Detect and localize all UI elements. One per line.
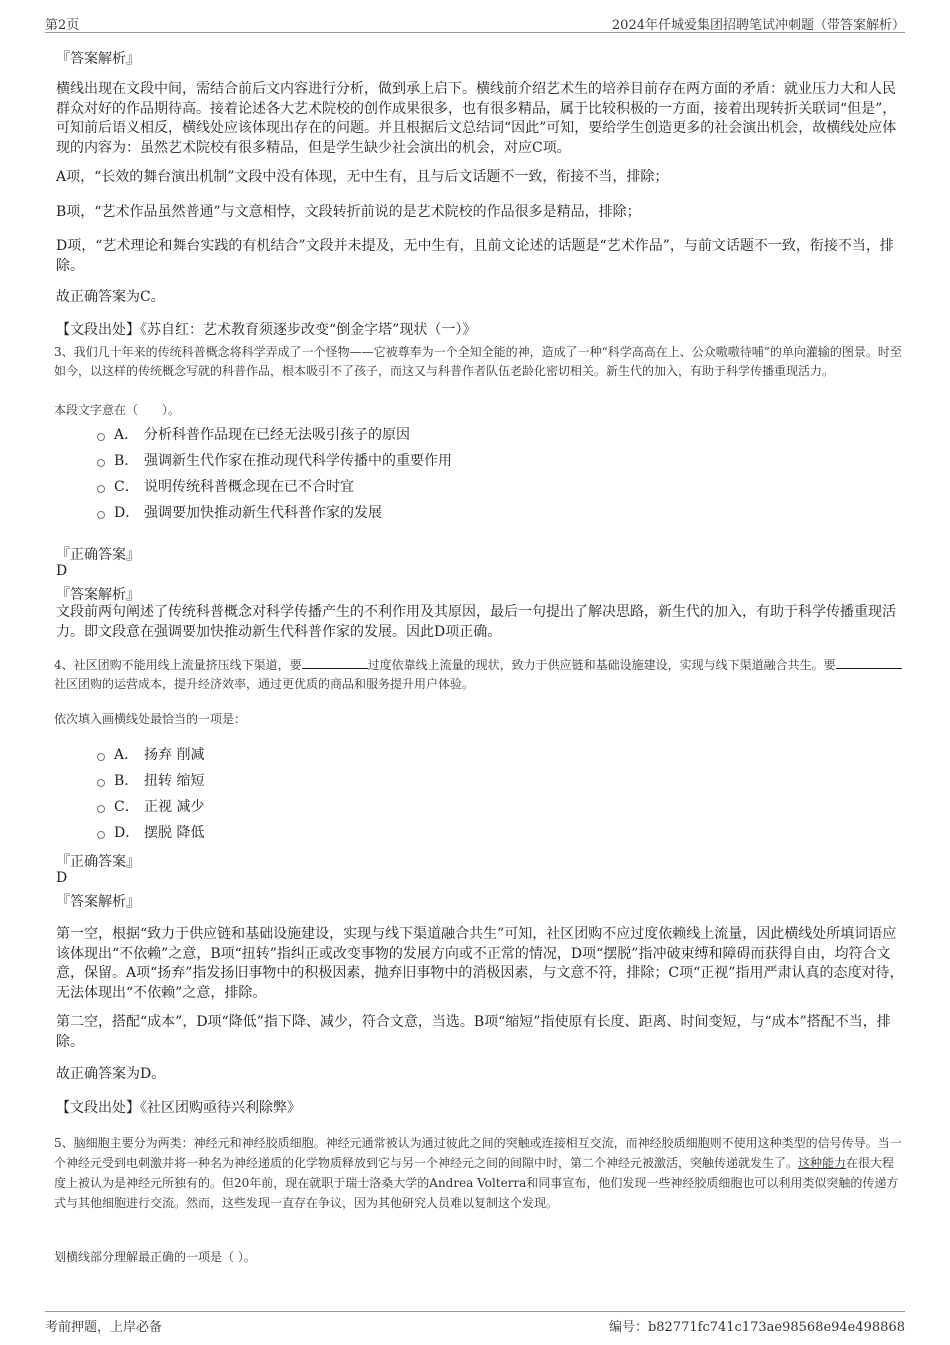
q4-option-d[interactable]: D． 摆脱 降低: [97, 823, 204, 843]
q4-source: 【文段出处】《社区团购亟待兴利除弊》: [56, 1100, 301, 1116]
q2-analysis-option-a: A项，“长效的舞台演出机制”文段中没有体现，无中生有，且与后文话题不一致，衔接不当，排除；: [56, 169, 669, 185]
q4-conclusion: 故正确答案为D。: [56, 1066, 166, 1082]
q4-stem: 4、社区团购不能用线上流量挤压线下渠道，要 过度依靠线上流量的现状，致力于供应链和基础设施建设，实现与线下渠道融合共生。要社区团购的运营成本，提升经济效率，通过更优质的商品和服务提升用户体验。: [54, 656, 906, 694]
q5-stem: 5、脑细胞主要分为两类：神经元和神经胶质细胞。神经元通常被认为通过彼此之间的突触或连接相互交流，而神经胶质细胞则不使用这种类型的信号传导。当一个神经元受到电刺激并将一种名为神经递质的化学物质释放到它与另一个神经元之间的间隙中时，第二个神经元被激活，突触传递就发生了。这种能力在很大程度上被认为是神经元所独有的。但20年前，现在就职于瑞士洛桑大学的Andrea Volterra和同事宣布，他们发现一些神经胶质细胞也可以利用类似突触的传递方式与其他细胞进行交流。然而，这些发现一直存在争议，因为其他研究人员难以复制这个发现。: [54, 1136, 902, 1210]
radio-icon[interactable]: [97, 805, 105, 813]
option-text: 正视 减少: [144, 799, 205, 815]
q4-analysis-paragraph-1: 第一空，根据“致力于供应链和基础设施建设，实现与线下渠道融合共生”可知，社区团购不应过度依赖线上流量，因此横线处所填词语应该体现出“不依赖”之意，B项“扭转”指纠正或改变事物的发展方向或不正常的情况，D项“摆脱”指冲破束缚和障碍而获得自由，均符合文意，保留。A项“扬弃”指发扬旧事物中的积极因素，抛弃旧事物中的消极因素，与文意不符，排除；C项“正视”指用严肃认真的态度对待，无法体现出“不依赖”之意，排除。: [56, 926, 904, 1001]
blank-1: [302, 656, 368, 669]
option-text: 摆脱 降低: [144, 825, 205, 841]
radio-icon[interactable]: [97, 779, 105, 787]
page-header: [45, 12, 905, 33]
page-footer: [45, 1311, 905, 1334]
radio-icon[interactable]: [97, 753, 105, 761]
page-number: 第2页: [45, 18, 80, 33]
radio-icon[interactable]: [97, 433, 105, 441]
q4-answer: D: [56, 870, 68, 886]
footer-slogan: 考前押题，上岸必备: [45, 1320, 163, 1335]
option-text: 说明传统科普概念现在已不合时宜: [144, 479, 354, 495]
q5-underlined-phrase: 这种能力: [798, 1156, 847, 1170]
q3-stem: 3、我们几十年来的传统科普概念将科学弄成了一个怪物——它被尊奉为一个全知全能的神，造成了一种“科学高高在上、公众嗷嗷待哺”的单向灌输的图景。时至如今，以这样的传统概念写就的科普作品，根本吸引不了孩子，而这又与科普作者队伍老龄化密切相关。新生代的加入，有助于科学传播重现活力。: [54, 345, 902, 378]
q3-answer-heading: 『正确答案』: [56, 547, 140, 563]
q3-option-a[interactable]: A． 分析科普作品现在已经无法吸引孩子的原因: [97, 425, 410, 445]
q4-prompt: 依次填入画横线处最恰当的一项是：: [54, 712, 247, 726]
option-text: 强调新生代作家在推动现代科学传播中的重要作用: [144, 453, 452, 469]
q4-analysis-paragraph-2: 第二空，搭配“成本”，D项“降低”指下降、减少，符合文意，当选。B项“缩短”指使原有长度、距离、时间变短，与“成本”搭配不当，排除。: [56, 1014, 891, 1050]
option-text: 强调要加快推动新生代科普作家的发展: [144, 505, 382, 521]
q2-conclusion: 故正确答案为C。: [56, 289, 165, 305]
q4-answer-heading: 『正确答案』: [56, 854, 140, 870]
q3-option-d[interactable]: D． 强调要加快推动新生代科普作家的发展: [97, 503, 382, 523]
blank-2: [836, 656, 902, 669]
option-text: 扬弃 削减: [144, 747, 205, 763]
document-title: 2024年仟城爱集团招聘笔试冲刺题（带答案解析）: [611, 18, 905, 33]
radio-icon[interactable]: [97, 831, 105, 839]
q3-answer: D: [56, 563, 68, 579]
q3-option-c[interactable]: C． 说明传统科普概念现在已不合时宜: [97, 477, 354, 497]
option-text: 扭转 缩短: [144, 773, 205, 789]
document-id: 编号：b82771fc741c173ae98568e94e498868: [608, 1320, 905, 1335]
q4-option-c[interactable]: C． 正视 减少: [97, 797, 204, 817]
q4-option-b[interactable]: B． 扭转 缩短: [97, 771, 204, 791]
q2-analysis-option-b: B项，“艺术作品虽然普通”与文意相悖，文段转折前说的是艺术院校的作品很多是精品，排除；: [56, 204, 641, 220]
q3-prompt: 本段文字意在（ ）。: [54, 403, 181, 417]
q2-analysis-heading: 『答案解析』: [56, 51, 140, 67]
q4-analysis-heading: 『答案解析』: [56, 894, 140, 910]
radio-icon[interactable]: [97, 485, 105, 493]
option-text: 分析科普作品现在已经无法吸引孩子的原因: [144, 427, 410, 443]
radio-icon[interactable]: [97, 459, 105, 467]
q2-analysis-paragraph: 横线出现在文段中间，需结合前后文内容进行分析，做到承上启下。横线前介绍艺术生的培养目前存在两方面的矛盾：就业压力大和人民群众对好的作品期待高。接着论述各大艺术院校的创作成果很多，也有很多精品，属于比较积极的一方面，接着出现转折关联词“但是”，可知前后语义相反，横线处应该体现出存在的问题。并且根据后文总结词“因此”可知，要给学生创造更多的社会演出机会，故横线处应体现的内容为：虽然艺术院校有很多精品，但是学生缺少社会演出的机会，对应C项。: [56, 81, 897, 156]
q4-option-a[interactable]: A． 扬弃 削减: [97, 745, 204, 765]
q2-source: 【文段出处】《苏自红：艺术教育须逐步改变“倒金字塔”现状（一）》: [56, 322, 477, 338]
q2-analysis-option-d: D项，“艺术理论和舞台实践的有机结合”文段并未提及，无中生有，且前文论述的话题是“艺术作品”，与前文话题不一致，衔接不当，排除。: [56, 238, 894, 274]
q3-option-b[interactable]: B． 强调新生代作家在推动现代科学传播中的重要作用: [97, 451, 452, 471]
q3-analysis-heading: 『答案解析』: [56, 587, 140, 603]
q3-analysis: 文段前两句阐述了传统科普概念对科学传播产生的不利作用及其原因，最后一句提出了解决思路，新生代的加入，有助于科学传播重现活力。即文段意在强调要加快推动新生代科普作家的发展。因此D项正确。: [56, 604, 896, 640]
radio-icon[interactable]: [97, 511, 105, 519]
q5-prompt: 划横线部分理解最正确的一项是（ ）。: [54, 1250, 256, 1264]
